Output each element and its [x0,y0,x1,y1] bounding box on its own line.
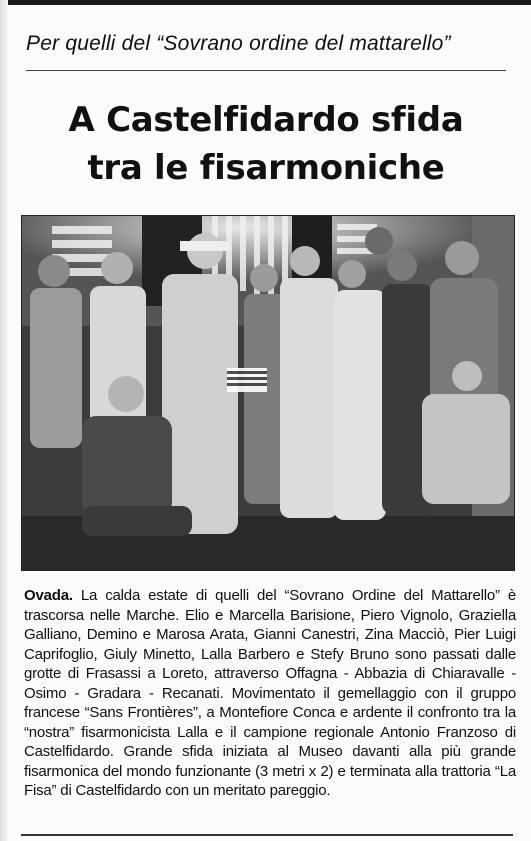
bottom-rule [21,834,513,836]
headline [20,96,512,192]
group-photo-image [22,216,514,570]
top-rule [0,0,531,5]
kicker: Per quelli del “Sovrano ordine del mattarello” [26,32,451,55]
kicker-rule [26,70,506,71]
headline-line-1: A Castelfidardo sfida [68,100,464,140]
body-text: La calda estate di quelli del “Sovrano Ordine del Mattarello” è trascorsa nelle Marche. Elio e Marcella Barisione, Piero Vignolo, Graziella Galliano, Demino e Marosa Arata, Gianni Canestri, Zina Macciò, Pier Luigi Caprifoglio, Giuly Minetto, Lalla Barbero e Stefy Bruno sono passati dalle grotte di Frasassi a Loreto, attraverso Offagna - Abbazia di Chiaravalle - Osimo - Gradara - Recanati. Movimentato il gemellaggio con il gruppo francese “Sans Frontières”, a Montefiore Conca e ardente il confronto tra la “nostra” fisarmonicista Lalla e il campione regionale Antonio Franzoso di Castelfidardo. Grande sfida iniziata al Museo davanti alla più grande fisarmonica del mondo funzionante (3 metri x 2) e terminata alla trattoria “La Fisa” di Castelfidardo con un meritato pareggio. [24,587,516,799]
headline-line-2: tra le fisarmoniche [87,148,445,188]
dateline: Ovada. [24,587,73,604]
article-body [24,586,516,801]
group-photo [21,215,515,571]
page-edge [0,0,8,841]
